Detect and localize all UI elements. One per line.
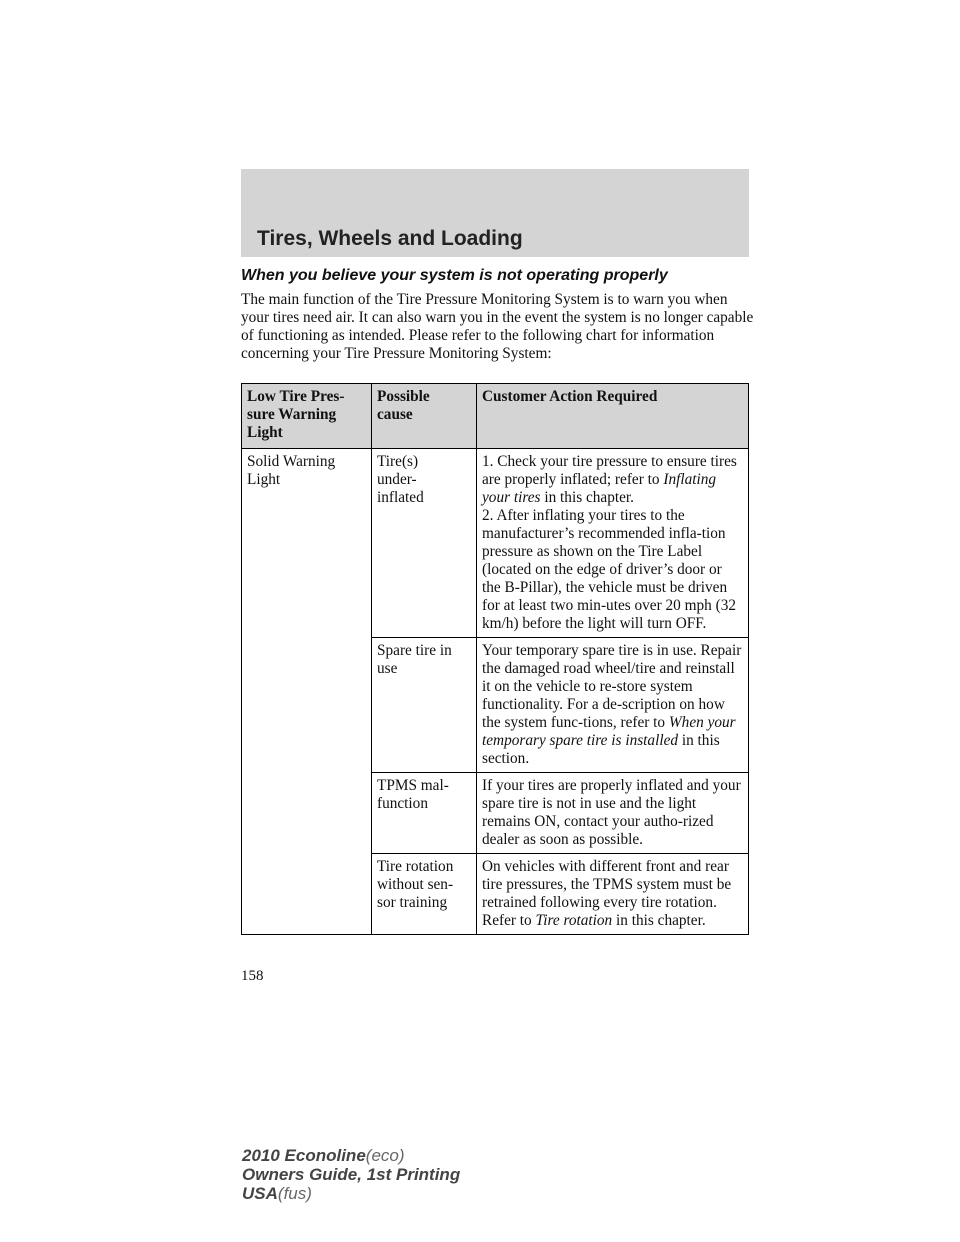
action-cell — [477, 854, 749, 935]
cause-cell — [372, 638, 477, 773]
action-text: If your tires are properly inflated and your spare tire is not in use and the light remains ON, contact your autho-rized dealer as soon as possible. — [482, 777, 741, 848]
footer-line — [242, 1146, 460, 1165]
footer-text: 2010 Econoline — [242, 1146, 366, 1165]
section-title: Tires, Wheels and Loading — [257, 227, 523, 250]
action-text: 1. Check your tire pressure to ensure tires are properly inflated; refer to — [482, 453, 737, 488]
cross-reference: Inflating your tires — [482, 471, 717, 506]
header-possible-cause — [372, 384, 477, 449]
cross-reference: Tire rotation — [535, 912, 613, 929]
warning-light-text: Solid Warning Light — [247, 453, 336, 488]
header-customer-action — [477, 384, 749, 449]
cause-text: TPMS mal- function — [377, 777, 449, 812]
table-row — [242, 449, 749, 638]
warning-light-cell — [242, 449, 372, 935]
cross-reference: When your temporary spare tire is installed — [482, 714, 736, 749]
header-text: Customer Action Required — [482, 388, 658, 405]
footer-code: (fus) — [277, 1184, 312, 1203]
footer-text: USA — [242, 1184, 278, 1203]
footer-text: Owners Guide, 1st Printing — [242, 1165, 461, 1184]
footer-code: (eco) — [365, 1146, 405, 1165]
cause-text: Tire rotation without sen- sor training — [377, 858, 454, 911]
action-text: Your temporary spare tire is in use. Repair the damaged road wheel/tire and reinstall it on the vehicle to re-store system functionality. For a de-scription on how the system func-tions, refer to — [482, 642, 742, 731]
header-text: Possible cause — [377, 388, 430, 423]
footer-line — [242, 1165, 460, 1184]
document-footer — [242, 1146, 460, 1203]
action-text: in this section. — [482, 732, 720, 767]
cause-text: Spare tire in use — [377, 642, 452, 677]
subheading: When you believe your system is not operating properly — [241, 267, 668, 284]
cause-cell — [372, 773, 477, 854]
action-cell — [477, 449, 749, 638]
action-text: in this chapter. — [612, 912, 706, 929]
cause-text: Tire(s) under- inflated — [377, 453, 424, 506]
cause-cell — [372, 449, 477, 638]
header-text: Low Tire Pres- sure Warning Light — [247, 388, 345, 441]
footer-line — [242, 1184, 460, 1203]
action-cell — [477, 773, 749, 854]
header-warning-light — [242, 384, 372, 449]
action-cell — [477, 638, 749, 773]
cause-cell — [372, 854, 477, 935]
section-header-band — [241, 169, 749, 257]
table-header-row — [242, 384, 749, 449]
intro-paragraph: The main function of the Tire Pressure Monitoring System is to warn you when your tires need air. It can also warn you in the event the system is no longer capable of functioning as intended. Please refer to the following chart for information concerning your Tire Pressure Monitoring System: — [241, 291, 754, 362]
page-number: 158 — [241, 968, 264, 984]
action-text: On vehicles with different front and rear tire pressures, the TPMS system must be retrained following every tire rotation. Refer to — [482, 858, 732, 929]
action-text: in this chapter. 2. After inflating your tires to the manufacturer’s recommended infla-tion pressure as shown on the Tire Label (located on the edge of driver’s door or the B-Pillar), the vehicle must be driven for at least two min-utes over 20 mph (32 km/h) before the light will turn OFF. — [482, 489, 737, 632]
tpms-troubleshooting-table — [241, 383, 749, 935]
